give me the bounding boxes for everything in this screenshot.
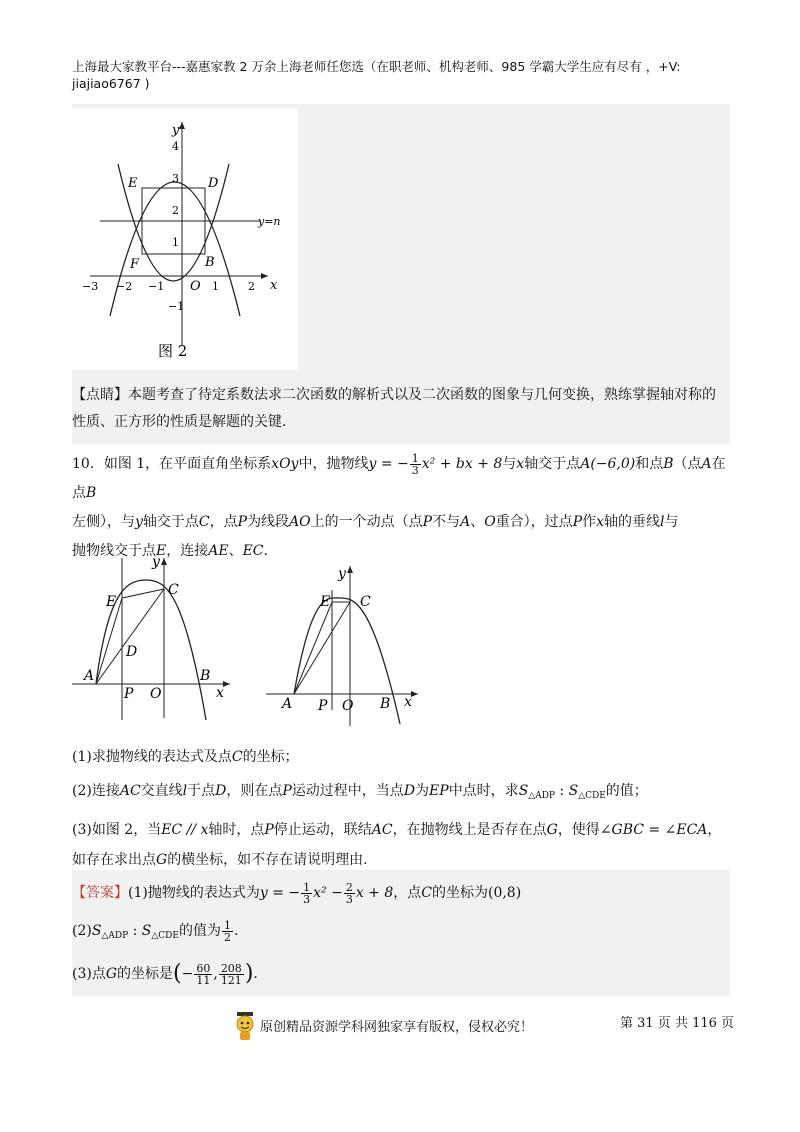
answer-1: 【答案】(1)抛物线的表达式为y = − $\frac{1}{3}$ x² − $\frac{2}{3}$ x + 8，点C的坐标为(0,8)	[72, 880, 522, 906]
fig2-xtick: 1	[212, 280, 219, 293]
header-line-2: jiajiao6767 )	[72, 76, 150, 91]
fig2-caption: 图 2	[158, 342, 188, 360]
fig2-origin: O	[190, 279, 201, 294]
fig2-y-label: y	[172, 123, 180, 138]
fig2b-point-a: A	[282, 696, 293, 712]
fig1-origin: O	[150, 686, 162, 702]
mascot-icon	[232, 1010, 258, 1042]
figure-2b-graph	[262, 560, 422, 730]
page-header	[72, 58, 732, 92]
fig2-ytick: 1	[172, 236, 179, 249]
dianjing-label: 【点睛】	[72, 387, 128, 403]
question-3: (3)如图 2，当EC // x轴时，点P停止运动，联结AC，在抛物线上是否存在点G，使得∠GBC = ∠ECA，	[72, 822, 722, 838]
fig2b-y-label: y	[338, 566, 346, 582]
fig1-point-a: A	[84, 668, 95, 684]
dianjing-note: 【点睛】本题考查了待定系数法求二次函数的解析式以及二次函数的图象与几何变换，熟练掌握轴对称的 性质、正方形的性质是解题的关键.	[72, 387, 716, 430]
fig2-point-b: B	[205, 255, 215, 270]
fig1-point-b: B	[200, 668, 211, 684]
fig2-xtick: 2	[248, 280, 255, 293]
question-3-cont: 如存在求出点G的横坐标，如不存在请说明理由.	[72, 852, 368, 868]
fig1-point-d: D	[126, 644, 138, 660]
copyright-notice: 原创精品资源学科网独家享有版权，侵权必究！	[260, 1020, 534, 1035]
fig2-point-f: F	[130, 257, 140, 272]
figure-2-graph	[72, 108, 298, 370]
fig2-point-e: E	[128, 176, 138, 191]
fig2-ytick: 3	[172, 172, 179, 185]
fig1-point-p: P	[124, 686, 134, 702]
fig2-x-label: x	[270, 278, 278, 293]
fig2b-x-label: x	[404, 694, 412, 710]
header-line-1: 上海最大家教平台---嘉惠家教 2 万余上海老师任您选（在职老师、机构老师、985 学霸大学生应有尽有 ，+V:	[72, 59, 681, 74]
fig2-xtick: −1	[148, 280, 165, 293]
fig2b-origin: O	[342, 698, 354, 714]
question-2: (2)连接AC交直线l于点D，则在点P运动过程中，当点D为EP中点时，求$S_{\triangle ADP}$ : $S_{\triangle CDE}$的值；	[72, 783, 648, 801]
fig1-x-label: x	[216, 685, 224, 701]
sub-questions	[72, 740, 732, 877]
fig1-point-c: C	[168, 582, 179, 598]
fig2b-point-p: P	[318, 698, 328, 714]
fig1-point-e: E	[106, 594, 117, 610]
fig2-point-d: D	[208, 176, 219, 191]
fig1-y-label: y	[152, 554, 160, 570]
fig2-ytick: 2	[172, 204, 179, 217]
answer-2: $(2)S_{\triangle ADP}$ : $S_{\triangle CDE}$的值为 $\frac{1}{2}$ .	[72, 918, 239, 944]
answer-3: (3)点G的坐标是(− $\frac{60}{11}$ , $\frac{208}{121}$ ).	[72, 961, 258, 987]
answer-tag: 【答案】	[72, 885, 128, 901]
figure-1-graph	[66, 552, 236, 722]
fig2-line-label: y=n	[258, 215, 281, 228]
fig2b-point-e: E	[320, 594, 331, 610]
page-number: 第 31 页 共 116 页	[620, 1016, 735, 1031]
fig2-xtick: −3	[82, 280, 99, 293]
fig2b-point-b: B	[380, 696, 391, 712]
fig2-ytick: 4	[172, 140, 179, 153]
fig2b-point-c: C	[360, 594, 371, 610]
figure-2-panel	[72, 108, 298, 370]
answer	[72, 874, 732, 993]
fig2-ytick: −1	[168, 300, 185, 313]
problem-10: 10．如图 1，在平面直角坐标系xOy中，抛物线y = − $\frac{1}{3}$ x² + bx + 8与x轴交于点A(−6,0)和点B（点A在点B 左侧），与y轴交于点C，点P为线段AO上的一个动点（点P不与A、O重合），过点P作x轴的垂线l与 抛物线交于点E，连接AE、EC.	[72, 451, 726, 559]
fig2-xtick: −2	[116, 280, 133, 293]
question-1: (1)求抛物线的表达式及点C的坐标；	[72, 749, 299, 765]
